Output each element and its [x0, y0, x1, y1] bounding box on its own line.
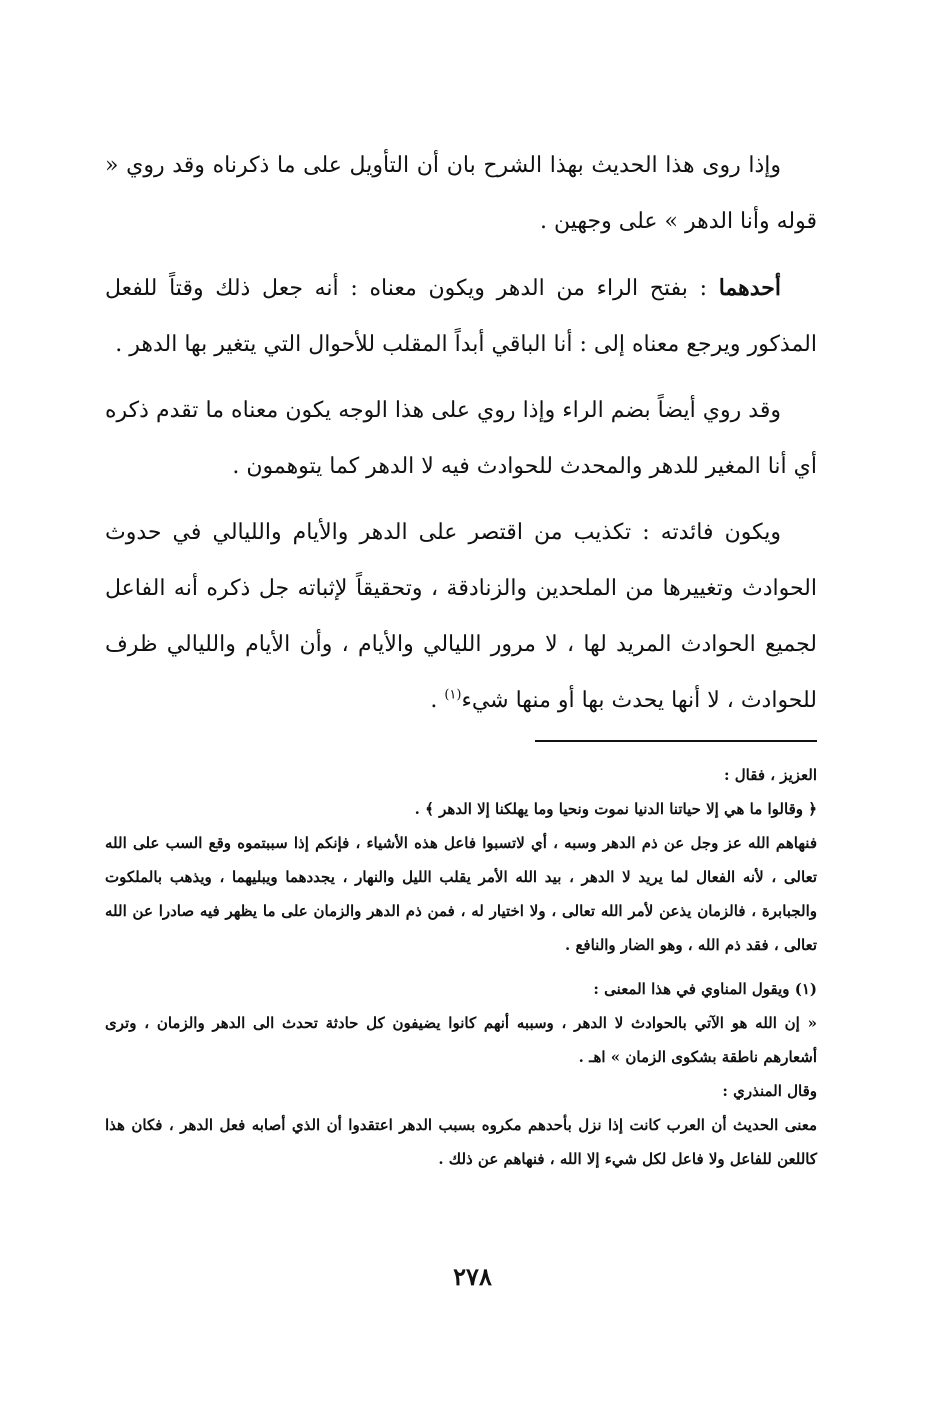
footnote-reference-1: (١) — [444, 687, 462, 703]
footnote-quran-verse: ﴿ وقالوا ما هي إلا حياتنا الدنيا نموت ونحيا وما يهلكنا إلا الدهر ﴾ . — [414, 800, 817, 818]
paragraph-2-lead: أحدهما — [718, 275, 781, 301]
footnotes — [105, 758, 817, 1176]
main-text — [105, 138, 817, 729]
page-number: ٢٧٨ — [453, 1262, 492, 1291]
paragraph-3-text: وقد روي أيضاً بضم الراء وإذا روي على هذا الوجه يكون معناه ما تقدم ذكره أي أنا المغير للدهر والمحدث للحوادث فيه لا الدهر كما يتوهمون . — [105, 398, 817, 479]
footnote-1-mundhiri-text: معنى الحديث أن العرب كانت إذا نزل بأحدهم مكروه بسبب الدهر اعتقدوا أن الذي أصابه فعل الدهر ، فكان هذا كاللعن للفاعل ولا فاعل لكل شيء إلا الله ، فنهاهم عن ذلك . — [105, 1116, 817, 1168]
paragraph-2-text: : بفتح الراء من الدهر ويكون معناه : أنه جعل ذلك وقتاً للفعل المذكور ويرجع معناه إلى : أنا الباقي أبداً المقلب للأحوال التي يتغير بها الدهر . — [105, 276, 817, 357]
paragraph-2 — [105, 260, 817, 373]
paragraph-1 — [105, 138, 817, 250]
footnote-1-intro: (١) ويقول المناوي في هذا المعنى : — [593, 980, 817, 998]
footnote-divider — [535, 740, 817, 742]
footnote-continued-intro: العزيز ، فقال : — [724, 766, 817, 784]
paragraph-1-text: وإذا روى هذا الحديث بهذا الشرح بان أن التأويل على ما ذكرناه وقد روي « قوله وأنا الدهر » على وجهين . — [105, 153, 817, 234]
paragraph-4-text: ويكون فائدته : تكذيب من اقتصر على الدهر والأيام والليالي في حدوث الحوادث وتغييرها من الملحدين والزنادقة ، وتحقيقاً لإثباته جل ذكره أنه الفاعل لجميع الحوادث المريد لها ، لا مرور الليالي والأيام ، وأن الأيام والليالي ظرف للحوادث ، لا أنها يحدث بها أو منها شيء — [105, 520, 817, 713]
paragraph-4-end: . — [430, 688, 445, 713]
paragraph-3 — [105, 383, 817, 495]
footnote-continued-text: فنهاهم الله عز وجل عن ذم الدهر وسبه ، أي لاتسبوا فاعل هذه الأشياء ، فإنكم إذا سببتموه وقع السب على الله تعالى ، لأنه الفعال لما يريد لا الدهر ، بيد الله الأمر يقلب الليل والنهار ، يجددهما ويبليهما ، ويذهب بالملكوت والجبابرة ، فالزمان يذعن لأمر الله تعالى ، ولا اختيار له ، فمن ذم الدهر والزمان على ما يظهر فيه صادرا عن الله تعالى ، فقد ذم الله ، وهو الضار والنافع . — [105, 834, 817, 954]
paragraph-4 — [105, 505, 817, 729]
footnote-1-quote: « إن الله هو الآتي بالحوادث لا الدهر ، وسببه أنهم كانوا يضيفون كل حادثة تحدث الى الدهر والزمان ، وترى أشعارهم ناطقة بشكوى الزمان » اهـ . — [105, 1014, 817, 1066]
footnote-1-mundhiri-intro: وقال المنذري : — [722, 1082, 817, 1100]
